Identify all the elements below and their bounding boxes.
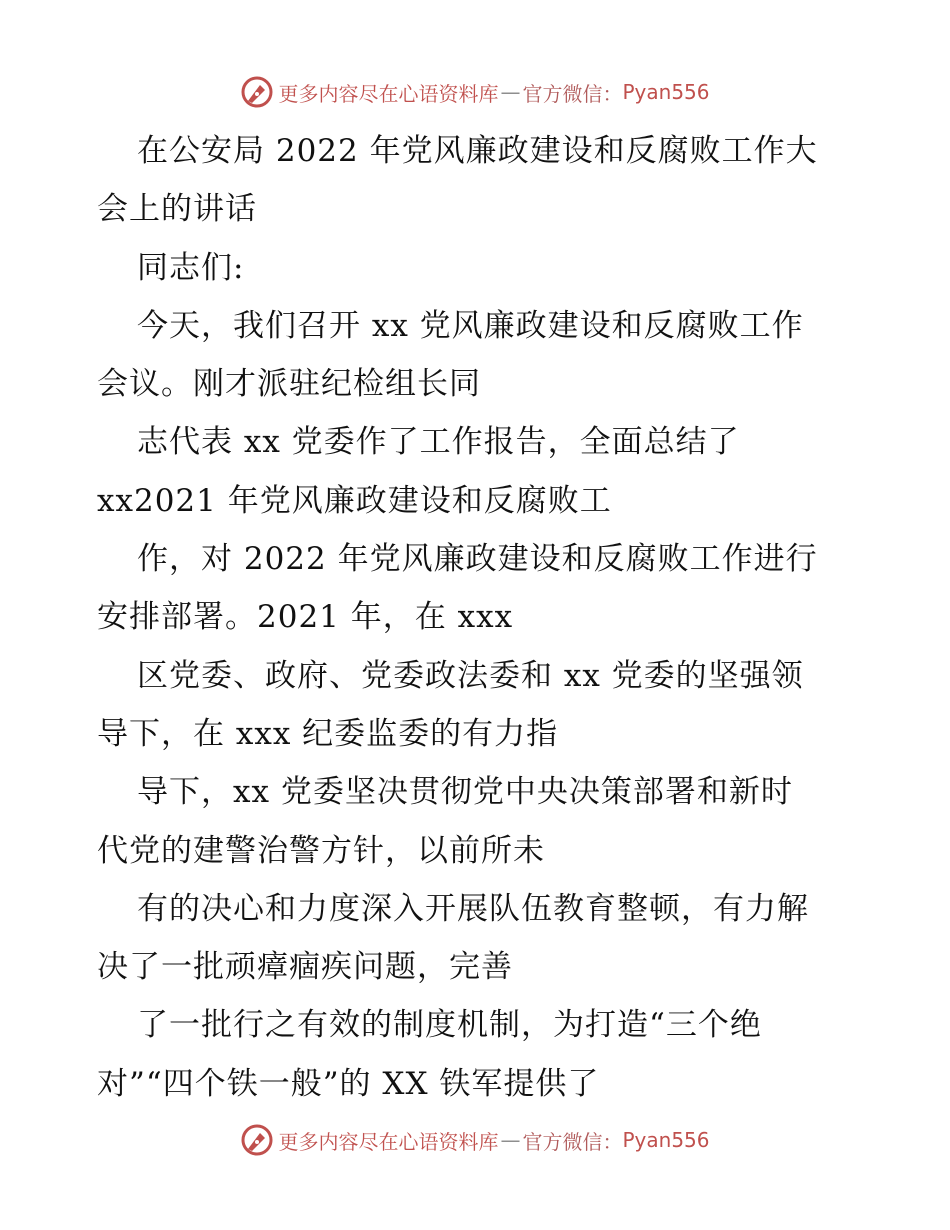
- watermark-wechat-label: 官方微信：: [522, 1129, 623, 1154]
- body-line: 对”“四个铁一般”的 XX 铁军提供了: [97, 1065, 600, 1102]
- watermark-wechat-label: 官方微信：: [522, 81, 623, 106]
- watermark-separator: —: [500, 80, 521, 104]
- body-line: 区党委、政府、党委政法委和 xx 党委的坚强领: [137, 657, 804, 694]
- document-body: [97, 122, 857, 1113]
- body-line: 代党的建警治警方针，以前所未: [97, 832, 545, 869]
- title-line-1: 在公安局 2022 年党风廉政建设和反腐败工作大: [137, 133, 818, 169]
- title-line-2: 会上的讲话: [97, 191, 257, 228]
- watermark-wechat-id: Pyan556: [622, 1128, 710, 1152]
- body-line: 志代表 xx 党委作了工作报告，全面总结了: [137, 424, 740, 461]
- watermark-text: 更多内容尽在心语资料库: [278, 81, 499, 106]
- header-watermark: [0, 72, 950, 112]
- watermark-separator: —: [500, 1128, 521, 1152]
- body-line: 作，对 2022 年党风廉政建设和反腐败工作进行: [137, 541, 818, 578]
- footer-watermark: [0, 1120, 950, 1160]
- body-line: 今天，我们召开 xx 党风廉政建设和反腐败工作: [137, 307, 804, 344]
- body-line: 了一批行之有效的制度机制，为打造“三个绝: [137, 1007, 762, 1044]
- body-line: 导下，xx 党委坚决贯彻党中央决策部署和新时: [137, 774, 793, 811]
- salutation: 同志们:: [137, 249, 245, 286]
- body-line: 决了一批顽瘴痼疾问题，完善: [97, 949, 513, 986]
- body-line: 会议。刚才派驻纪检组长同: [97, 366, 481, 403]
- body-line: 安排部署。2021 年，在 xxx: [97, 599, 514, 636]
- pen-nib-logo-icon: [240, 75, 274, 109]
- body-line: xx2021 年党风廉政建设和反腐败工: [97, 482, 612, 519]
- body-line: 导下，在 xxx 纪委监委的有力指: [97, 715, 559, 752]
- watermark-text: 更多内容尽在心语资料库: [278, 1129, 499, 1154]
- pen-nib-logo-icon: [240, 1123, 274, 1157]
- body-line: 有的决心和力度深入开展队伍教育整顿，有力解: [137, 890, 809, 927]
- watermark-wechat-id: Pyan556: [622, 80, 710, 104]
